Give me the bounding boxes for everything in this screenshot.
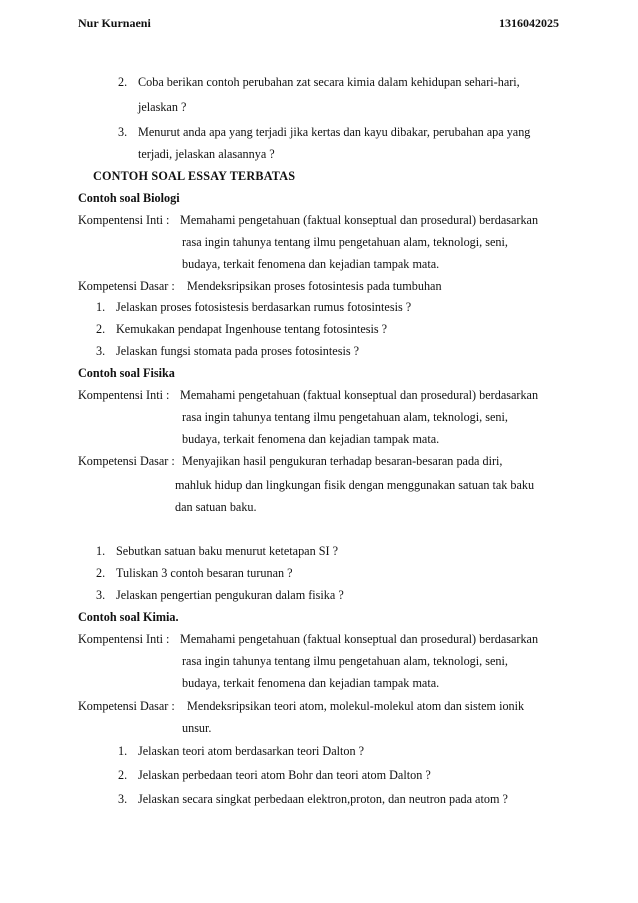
intro-item-text: Coba berikan contoh perubahan zat secara kimia dalam kehidupan sehari-hari,: [138, 75, 520, 89]
kimia-heading: Contoh soal Kimia.: [78, 610, 179, 624]
fisika-question-number: 1.: [96, 544, 106, 558]
kimia-kd-line: unsur.: [182, 721, 212, 735]
biologi-question-number: 3.: [96, 344, 106, 358]
kimia-question-text: Jelaskan perbedaan teori atom Bohr dan teori atom Dalton ?: [138, 768, 431, 782]
kimia-ki-line: Memahami pengetahuan (faktual konseptual dan prosedural) berdasarkan: [180, 632, 539, 646]
kimia-question-number: 3.: [118, 792, 128, 806]
fisika-kd-label: Kompetensi Dasar :: [78, 454, 175, 468]
fisika-question-text: Tuliskan 3 contoh besaran turunan ?: [116, 566, 293, 580]
intro-item-number: 2.: [118, 75, 128, 89]
fisika-kd-line: mahluk hidup dan lingkungan fisik dengan menggunakan satuan tak baku: [175, 478, 535, 492]
fisika-ki-line: rasa ingin tahunya tentang ilmu pengetahuan alam, teknologi, seni,: [182, 410, 508, 424]
fisika-kd-line: Menyajikan hasil pengukuran terhadap besaran-besaran pada diri,: [182, 454, 503, 468]
section-title: CONTOH SOAL ESSAY TERBATAS: [93, 169, 296, 183]
biologi-kd-line: Mendeksripsikan proses fotosintesis pada tumbuhan: [187, 279, 442, 293]
biologi-question-text: Kemukakan pendapat Ingenhouse tentang fotosintesis ?: [116, 322, 388, 336]
intro-item-text: jelaskan ?: [138, 100, 187, 114]
biologi-ki-line: budaya, terkait fenomena dan kejadian tampak mata.: [182, 257, 440, 271]
kimia-kd-label: Kompetensi Dasar :: [78, 699, 175, 713]
intro-item-number: 3.: [118, 125, 128, 139]
biologi-ki-line: Memahami pengetahuan (faktual konseptual dan prosedural) berdasarkan: [180, 213, 539, 227]
fisika-question-number: 3.: [96, 588, 106, 602]
kimia-ki-line: budaya, terkait fenomena dan kejadian tampak mata.: [182, 676, 440, 690]
kimia-kd-line: Mendeksripsikan teori atom, molekul-molekul atom dan sistem ionik: [187, 699, 525, 713]
fisika-ki-line: Memahami pengetahuan (faktual konseptual dan prosedural) berdasarkan: [180, 388, 539, 402]
biologi-question-text: Jelaskan proses fotosistesis berdasarkan rumus fotosintesis ?: [116, 300, 412, 314]
kimia-question-text: Jelaskan teori atom berdasarkan teori Dalton ?: [138, 744, 365, 758]
biologi-question-number: 2.: [96, 322, 106, 336]
kimia-ki-label: Kompentensi Inti :: [78, 632, 170, 646]
intro-item-text: Menurut anda apa yang terjadi jika kertas dan kayu dibakar, perubahan apa yang: [138, 125, 531, 139]
kimia-question-text: Jelaskan secara singkat perbedaan elektron,proton, dan neutron pada atom ?: [138, 792, 508, 806]
biologi-question-number: 1.: [96, 300, 106, 314]
fisika-heading: Contoh soal Fisika: [78, 366, 175, 380]
kimia-ki-line: rasa ingin tahunya tentang ilmu pengetahuan alam, teknologi, seni,: [182, 654, 508, 668]
fisika-kd-line: dan satuan baku.: [175, 500, 257, 514]
biologi-ki-label: Kompentensi Inti :: [78, 213, 170, 227]
fisika-ki-line: budaya, terkait fenomena dan kejadian tampak mata.: [182, 432, 440, 446]
header-code: 1316042025: [499, 16, 559, 30]
fisika-question-text: Sebutkan satuan baku menurut ketetapan SI ?: [116, 544, 339, 558]
biologi-question-text: Jelaskan fungsi stomata pada proses fotosintesis ?: [116, 344, 360, 358]
fisika-ki-label: Kompentensi Inti :: [78, 388, 170, 402]
header-author: Nur Kurnaeni: [78, 16, 151, 30]
fisika-question-text: Jelaskan pengertian pengukuran dalam fisika ?: [116, 588, 344, 602]
biologi-ki-line: rasa ingin tahunya tentang ilmu pengetahuan alam, teknologi, seni,: [182, 235, 508, 249]
kimia-question-number: 2.: [118, 768, 128, 782]
intro-item-text: terjadi, jelaskan alasannya ?: [138, 147, 275, 161]
fisika-question-number: 2.: [96, 566, 106, 580]
kimia-question-number: 1.: [118, 744, 128, 758]
biologi-heading: Contoh soal Biologi: [78, 191, 180, 205]
biologi-kd-label: Kompetensi Dasar :: [78, 279, 175, 293]
